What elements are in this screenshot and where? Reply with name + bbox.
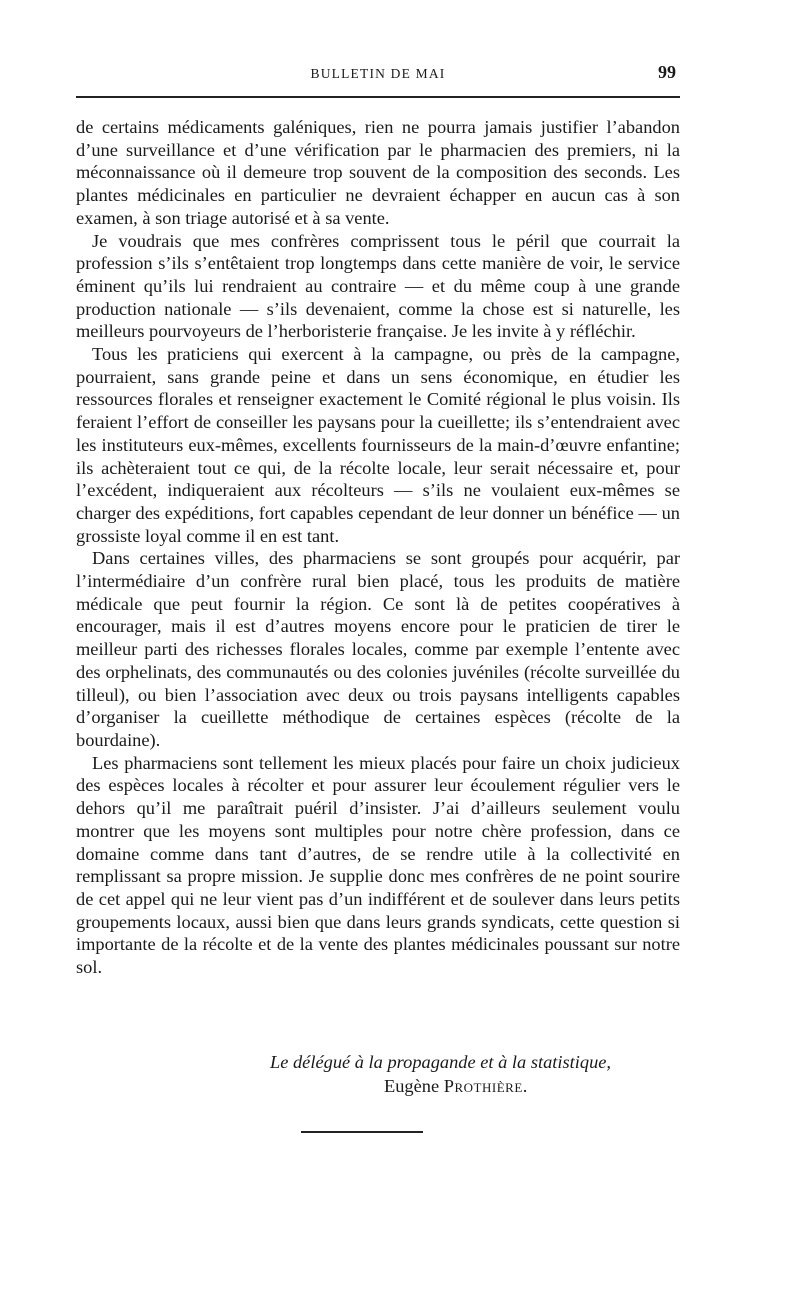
article-body [76, 116, 680, 979]
running-title: BULLETIN DE MAI [310, 66, 446, 81]
page-header [76, 62, 680, 90]
paragraph-4: Dans certaines villes, des pharmaciens se sont groupés pour acquérir, par l’intermédiaire d’un confrère rural bien placé, tous les produits de matière médicale que peut fournir la région. Ce sont là de petites coopératives à encourager, mais il est d’autres moyens encore pour le praticien de tirer le meilleur parti des richesses florales locales, comme par exemple l’entente avec des orphelinats, des communautés ou des colonies juvéniles (récolte surveillée du tilleul), ou bien l’association avec deux ou trois paysans intelligents capables d’organiser la cueillette méthodique de certaines espèces (récolte de la bourdaine). [76, 548, 680, 750]
paragraph-2: Je voudrais que mes confrères comprissent tous le péril que courrait la profession s’ils s’entêtaient trop longtemps dans cette manière de voir, le service éminent qu’ils lui rendraient au contraire — et du même coup à une grande production nationale — s’ils devenaient, comme la chose est si naturelle, les meilleurs pourvoyeurs de l’herboristerie française. Je les invite à y réfléchir. [76, 230, 680, 342]
signature-first-name: Eugène [384, 1076, 440, 1096]
signature-name [76, 1074, 680, 1098]
paragraph-3: Tous les praticiens qui exercent à la campagne, ou près de la campagne, pourraient, sans grande peine et dans un sens économique, en étudier les ressources florales et renseigner exactement le Comité régional le plus voisin. Ils feraient l’effort de conseiller les paysans pour la cueillette; ils s’entendraient avec les instituteurs eux-mêmes, excellents fournisseurs de la main-d’œuvre enfantine; ils achèteraient tout ce qui, de la récolte locale, leur serait nécessaire et, pour l’excédent, indiqueraient aux récolteurs — s’ils ne voulaient eux-mêmes se charger des expéditions, fort capables cependant de leur donner un bénéfice — un grossiste loyal comme il en est tant. [76, 344, 680, 546]
end-rule [301, 1131, 423, 1133]
page-number: 99 [658, 62, 676, 82]
header-rule [76, 96, 680, 98]
paragraph-1: de certains médicaments galéniques, rien ne pourra jamais justifier l’abandon d’une surveillance et d’une vérification par le pharmacien des premiers, ni la méconnaissance où il demeure trop souvent de la composition des seconds. Les plantes médicinales en particulier ne devraient échapper en aucun cas à son examen, à son triage autorisé et à sa vente. [76, 117, 680, 228]
signature-title: Le délégué à la propagande et à la statistique, [270, 1052, 612, 1072]
signature-surname: Prothière. [443, 1076, 528, 1096]
paragraph-5: Les pharmaciens sont tellement les mieux placés pour faire un choix judicieux des espèces locales à récolter et pour assurer leur écoulement régulier vers le dehors qu’il me paraîtrait puéril d’insister. J’ai d’ailleurs seulement voulu montrer que les moyens sont multiples pour notre chère profession, dans ce domaine comme dans tant d’autres, de se rendre utile à la collectivité en remplissant sa propre mission. Je supplie donc mes confrères de ne point sourire de cet appel qui ne leur vient pas d’un indifférent et de soulever dans leurs petits groupements locaux, aussi bien que dans leurs grands syndicats, cette question si importante de la récolte et de la vente des plantes médicinales poussant sur notre sol. [76, 752, 680, 978]
signature-block [76, 1050, 680, 1098]
